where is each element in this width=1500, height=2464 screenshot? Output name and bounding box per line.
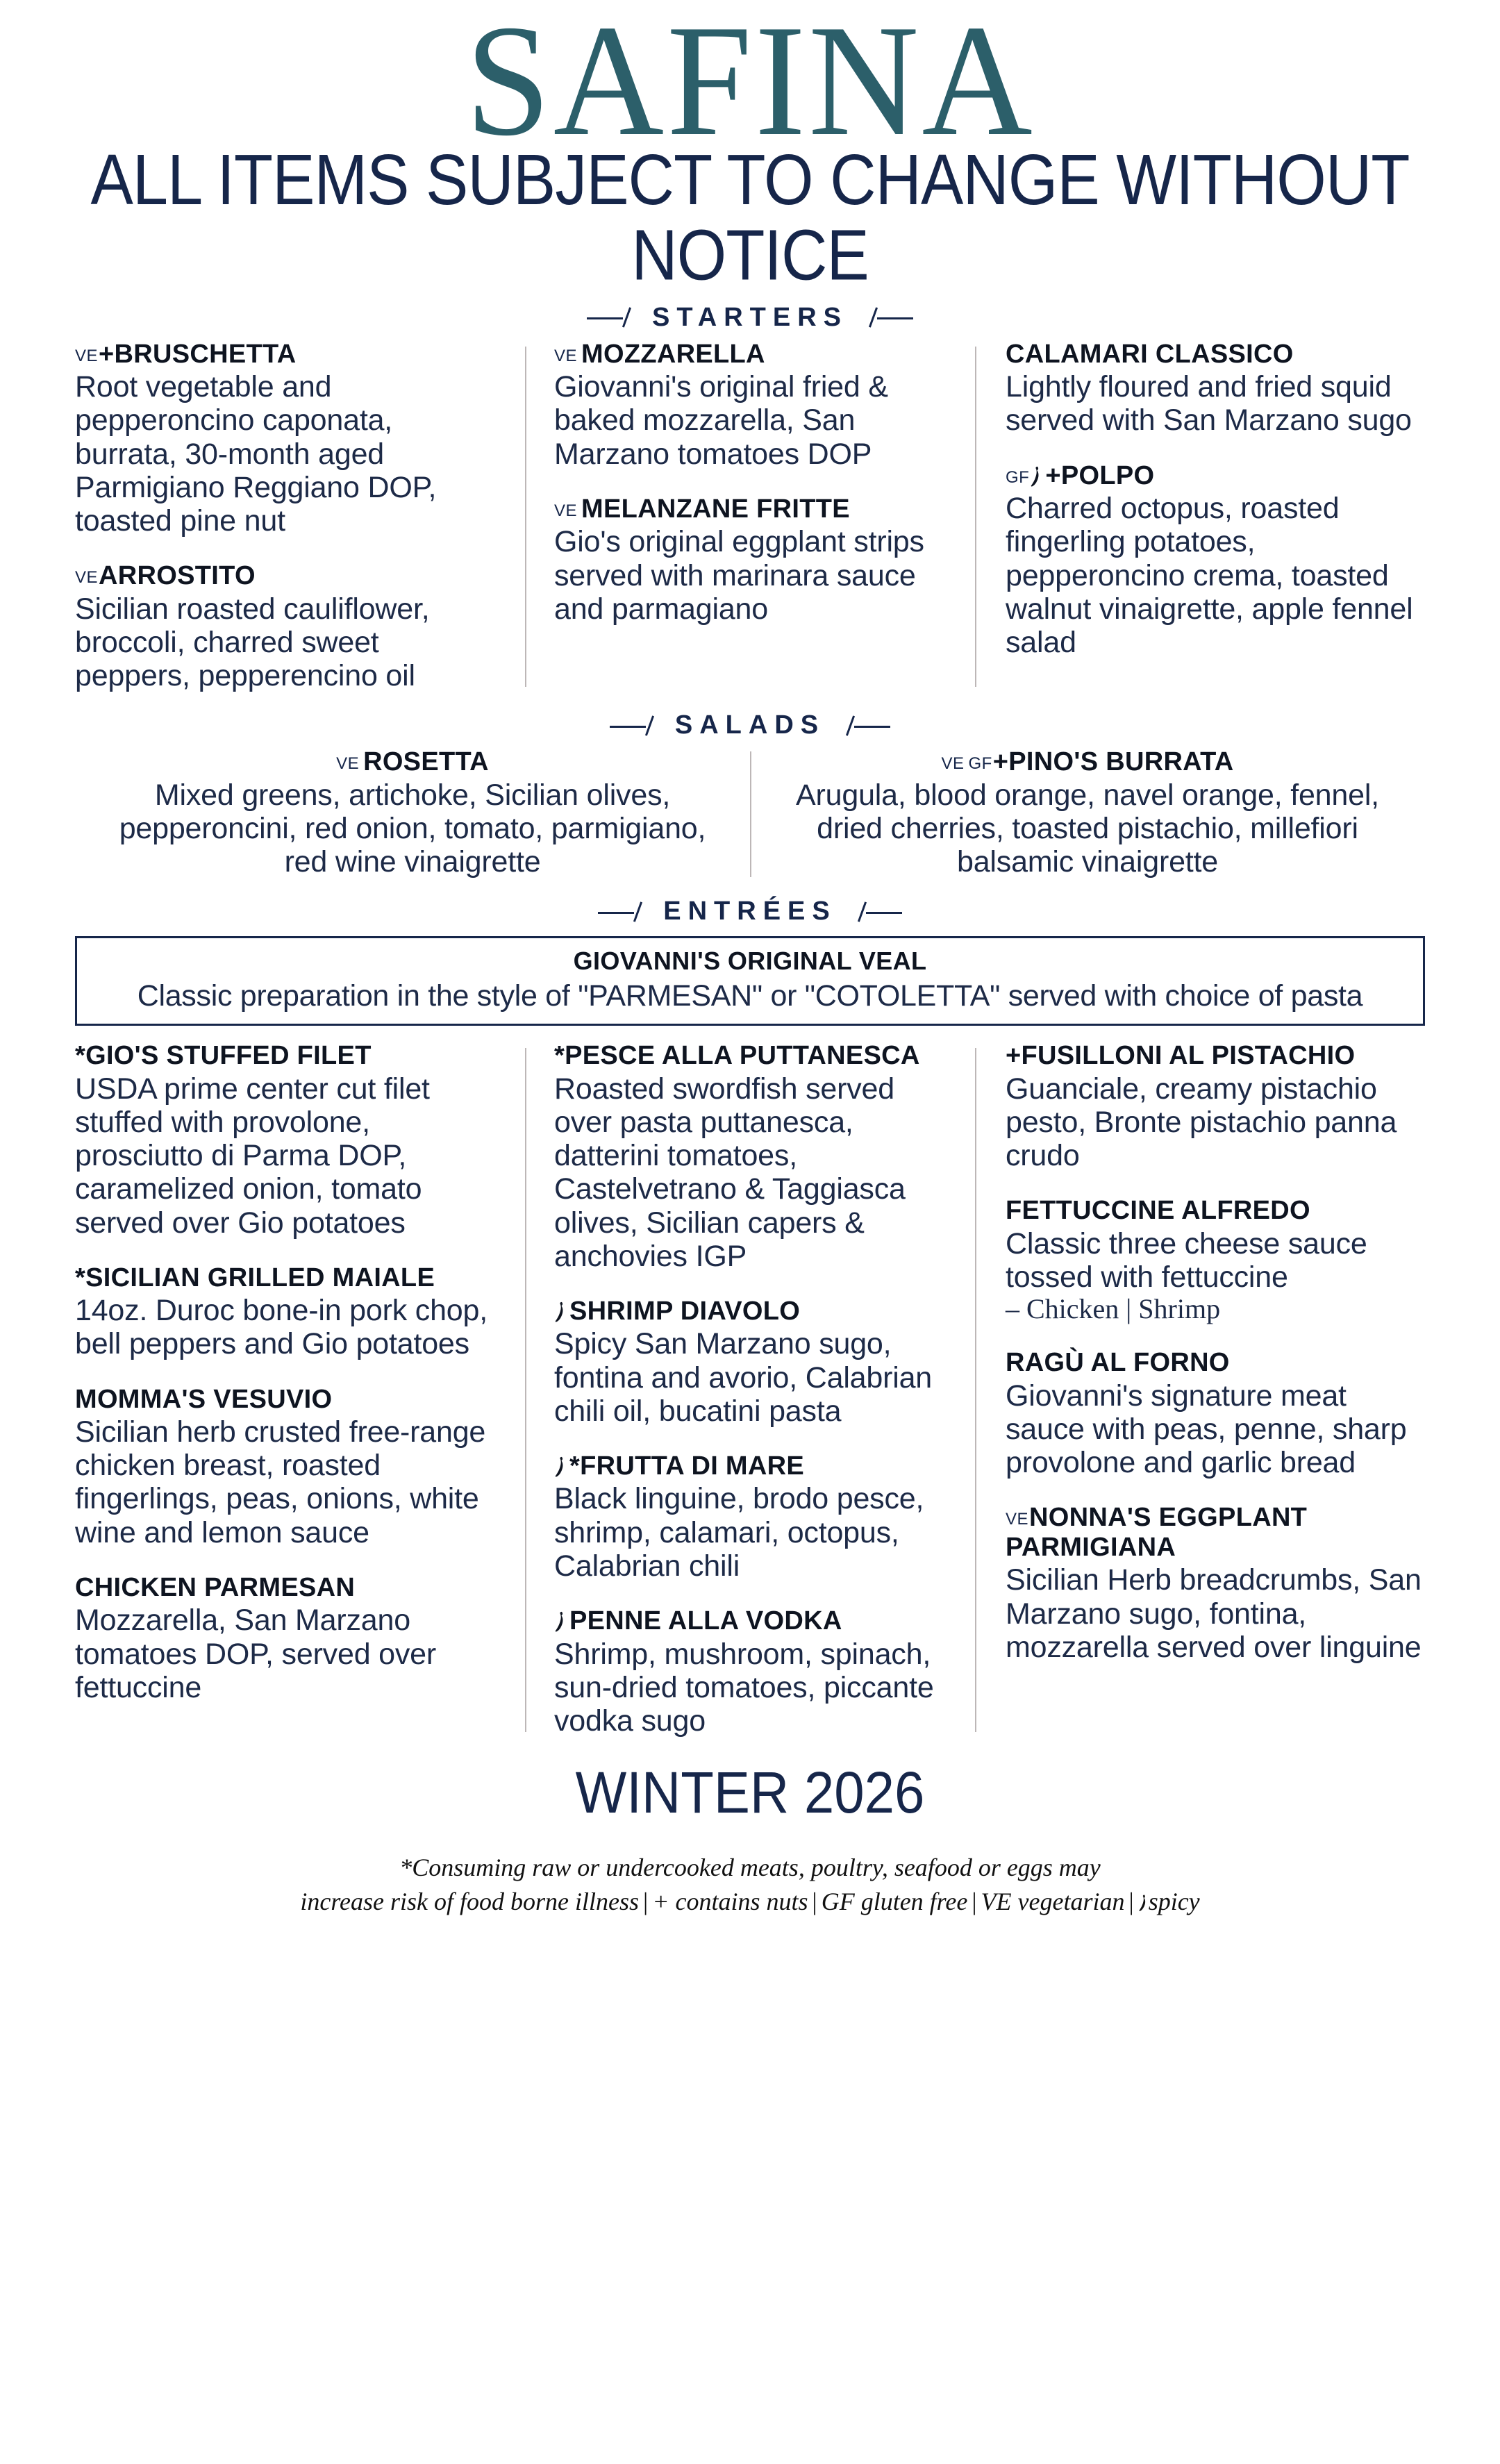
menu-item-description: Classic three cheese sauce tossed with fettuccine: [1006, 1227, 1367, 1295]
menu-item-title: PENNE ALLA VODKA: [569, 1606, 842, 1635]
starters-column-2: [525, 340, 975, 692]
menu-item-name: *GIO'S STUFFED FILET: [75, 1041, 372, 1071]
disclaimer-line-1: *Consuming raw or undercooked meats, poultry, seafood or eggs may: [399, 1853, 1101, 1881]
menu-item-name: +FUSILLONI AL PISTACHIO: [1006, 1041, 1356, 1071]
chili-pepper-icon: [1138, 1887, 1147, 1921]
legend-ve: VE vegetarian: [981, 1887, 1125, 1915]
menu-item-title: MOZZARELLA: [581, 339, 765, 369]
menu-item-description: Sicilian roasted cauliflower, broccoli, charred sweet peppers, pepperencino oil: [75, 592, 430, 692]
featured-veal-title: GIOVANNI'S ORIGINAL VEAL: [573, 947, 927, 976]
tag-ve: VE: [554, 501, 578, 520]
menu-item-description: Sicilian herb crusted free-range chicken breast, roasted fingerlings, peas, onions, white wine and lemon sauce: [75, 1415, 486, 1549]
menu-item-name: *PESCE ALLA PUTTANESCA: [554, 1041, 920, 1071]
chili-pepper-icon: [554, 1301, 565, 1322]
menu-item-name: [99, 747, 726, 777]
starters-column-1: [75, 340, 525, 692]
tag-ve: VE: [75, 568, 99, 588]
tag-ve: VE: [336, 754, 360, 774]
menu-item-description: 14oz. Duroc bone-in pork chop, bell peppers and Gio potatoes: [75, 1294, 488, 1361]
menu-item-description: Gio's original eggplant strips served with marinara sauce and parmagiano: [554, 525, 924, 626]
menu-item-name: [75, 561, 497, 591]
legend-line: [118, 1885, 1382, 1921]
menu-item-name: FETTUCCINE ALFREDO: [1006, 1196, 1310, 1226]
menu-item: [75, 1385, 497, 1549]
section-label-entrees: ENTRÉES: [663, 897, 837, 926]
menu-item-description: Arugula, blood orange, navel orange, fennel, dried cherries, toasted pistachio, millefiori balsamic vinaigrette: [796, 778, 1379, 879]
legend-separator: |: [812, 1887, 817, 1915]
menu-item: [554, 1606, 949, 1738]
entrees-column-1: [75, 1041, 525, 1738]
menu-item-description: Shrimp, mushroom, spinach, sun-dried tomatoes, piccante vodka sugo: [554, 1637, 934, 1738]
menu-item-description: Giovanni's original fried & baked mozzarella, San Marzano tomatoes DOP: [554, 370, 888, 471]
ornament-left-icon: [598, 900, 651, 924]
menu-item: [75, 1263, 497, 1361]
menu-item-name: [554, 1451, 949, 1481]
legend-separator: |: [1128, 1887, 1134, 1915]
salad-column-2: [750, 747, 1425, 879]
menu-item: [75, 340, 497, 538]
menu-item: [774, 747, 1401, 879]
menu-item: [554, 1297, 949, 1428]
menu-item-description: Roasted swordfish served over pasta puttanesca, datterini tomatoes, Castelvetrano & Taggiasca olives, Sicilian capers & anchovies IGP: [554, 1072, 906, 1273]
menu-item-name: [1006, 1503, 1425, 1562]
menu-item-title: ARROSTITO: [99, 561, 256, 591]
menu-item-name: [1006, 461, 1425, 491]
menu-item-description: Guanciale, creamy pistachio pesto, Bronte pistachio panna crudo: [1006, 1072, 1397, 1173]
menu-item-description: Giovanni's signature meat sauce with peas, penne, sharp provolone and garlic bread: [1006, 1379, 1407, 1480]
season-label: WINTER 2026: [575, 1759, 925, 1826]
ornament-right-icon: [838, 714, 890, 738]
disclaimer: [0, 1851, 1500, 1920]
legend-separator: |: [972, 1887, 977, 1915]
section-heading-starters: [0, 303, 1500, 333]
menu-item: [1006, 1196, 1425, 1324]
featured-veal-description: Classic preparation in the style of "PARMESAN" or "COTOLETTA" served with choice of pasta: [137, 979, 1363, 1013]
legend-nuts: + contains nuts: [652, 1887, 808, 1915]
menu-item-title: +PINO'S BURRATA: [992, 747, 1234, 777]
menu-item-description: Charred octopus, roasted fingerling potatoes, pepperoncino crema, toasted walnut vinaigrette, apple fennel salad: [1006, 492, 1413, 659]
legend-illness: increase risk of food borne illness: [300, 1887, 639, 1915]
section-heading-entrees: [0, 897, 1500, 926]
entrees-column-3: [975, 1041, 1425, 1738]
menu-item-description: Mixed greens, artichoke, Sicilian olives, pepperoncini, red onion, tomato, parmigiano, red wine vinaigrette: [119, 778, 706, 879]
legend-spicy: spicy: [1148, 1887, 1200, 1915]
chili-pepper-icon: [554, 1611, 565, 1632]
ornament-right-icon: [860, 306, 913, 329]
menu-item-title: NONNA'S EGGPLANT PARMIGIANA: [1006, 1503, 1308, 1562]
salad-column-1: [75, 747, 750, 879]
menu-item: [1006, 340, 1425, 438]
menu-item-title: SHRIMP DIAVOLO: [569, 1296, 801, 1326]
menu-item-description: Sicilian Herb breadcrumbs, San Marzano sugo, fontina, mozzarella served over linguine: [1006, 1563, 1422, 1664]
menu-item-name: [774, 747, 1401, 777]
section-label-salads: SALADS: [674, 710, 826, 740]
menu-item: [1006, 1041, 1425, 1172]
menu-item-description: Black linguine, brodo pesce, shrimp, calamari, octopus, Calabrian chili: [554, 1482, 924, 1583]
menu-item: [75, 561, 497, 692]
menu-item-name: [75, 340, 497, 369]
menu-item-name: *SICILIAN GRILLED MAIALE: [75, 1263, 435, 1292]
menu-item-name: [554, 340, 949, 369]
brand-logo-wrap: [0, 0, 1500, 169]
tag-gf: GF: [968, 754, 992, 774]
salads-columns: [0, 747, 1500, 879]
tag-ve: VE: [941, 754, 965, 774]
menu-item-description: Mozzarella, San Marzano tomatoes DOP, served over fettuccine: [75, 1604, 437, 1704]
menu-item: [554, 340, 949, 471]
menu-item-title: +BRUSCHETTA: [99, 339, 297, 369]
section-heading-salads: [0, 710, 1500, 740]
menu-subtitle: ALL ITEMS SUBJECT TO CHANGE WITHOUT NOTICE: [90, 140, 1410, 295]
menu-item-name: CHICKEN PARMESAN: [75, 1572, 356, 1602]
menu-item: [1006, 1348, 1425, 1479]
section-label-starters: STARTERS: [652, 302, 848, 332]
menu-item: [75, 1041, 497, 1239]
menu-item-name: [554, 494, 949, 524]
entrees-column-2: [525, 1041, 975, 1738]
legend-gf: GF gluten free: [821, 1887, 968, 1915]
menu-item-description: Spicy San Marzano sugo, fontina and avorio, Calabrian chili oil, bucatini pasta: [554, 1327, 933, 1428]
menu-item-title: *FRUTTA DI MARE: [569, 1451, 805, 1481]
tag-ve: VE: [75, 346, 99, 365]
menu-item-title: ROSETTA: [363, 747, 489, 777]
menu-item: [99, 747, 726, 879]
menu-item: [554, 1451, 949, 1583]
menu-item-name: [554, 1606, 949, 1636]
menu-item-name: [554, 1297, 949, 1326]
tag-ve: VE: [1006, 1510, 1029, 1529]
ornament-left-icon: [610, 714, 662, 738]
menu-item-name: RAGÙ AL FORNO: [1006, 1348, 1230, 1378]
menu-item: [75, 1573, 497, 1704]
menu-item: [1006, 1503, 1425, 1664]
featured-veal-box: [75, 936, 1425, 1026]
menu-item: [554, 494, 949, 626]
ornament-left-icon: [587, 306, 640, 329]
tag-gf: GF: [1006, 467, 1030, 487]
starters-columns: [0, 340, 1500, 692]
menu-item-title: MELANZANE FRITTE: [581, 494, 850, 524]
menu-item-description: Root vegetable and pepperoncino caponata, burrata, 30-month aged Parmigiano Reggiano DOP, toasted pine nut: [75, 370, 437, 538]
menu-item-name: [1006, 340, 1425, 369]
menu-item: [554, 1041, 949, 1272]
legend-separator: |: [642, 1887, 649, 1915]
menu-item-title: CALAMARI CLASSICO: [1006, 339, 1294, 369]
menu-item-title: +POLPO: [1045, 460, 1155, 490]
chili-pepper-icon: [554, 1456, 565, 1477]
starters-column-3: [975, 340, 1425, 692]
menu-item: [1006, 461, 1425, 659]
entrees-columns: [0, 1041, 1500, 1738]
brand-logo: SAFINA: [465, 0, 1035, 169]
ornament-right-icon: [849, 900, 902, 924]
tag-ve: VE: [554, 346, 578, 365]
chili-pepper-icon: [1030, 466, 1041, 487]
menu-item-description: USDA prime center cut filet stuffed with provolone, prosciutto di Parma DOP, caramelized onion, tomato served over Gio potatoes: [75, 1072, 430, 1240]
menu-item-protein-options: – Chicken | Shrimp: [1006, 1293, 1221, 1325]
menu-item-description: Lightly floured and fried squid served with San Marzano sugo: [1006, 370, 1412, 438]
menu-item-name: MOMMA'S VESUVIO: [75, 1384, 333, 1414]
